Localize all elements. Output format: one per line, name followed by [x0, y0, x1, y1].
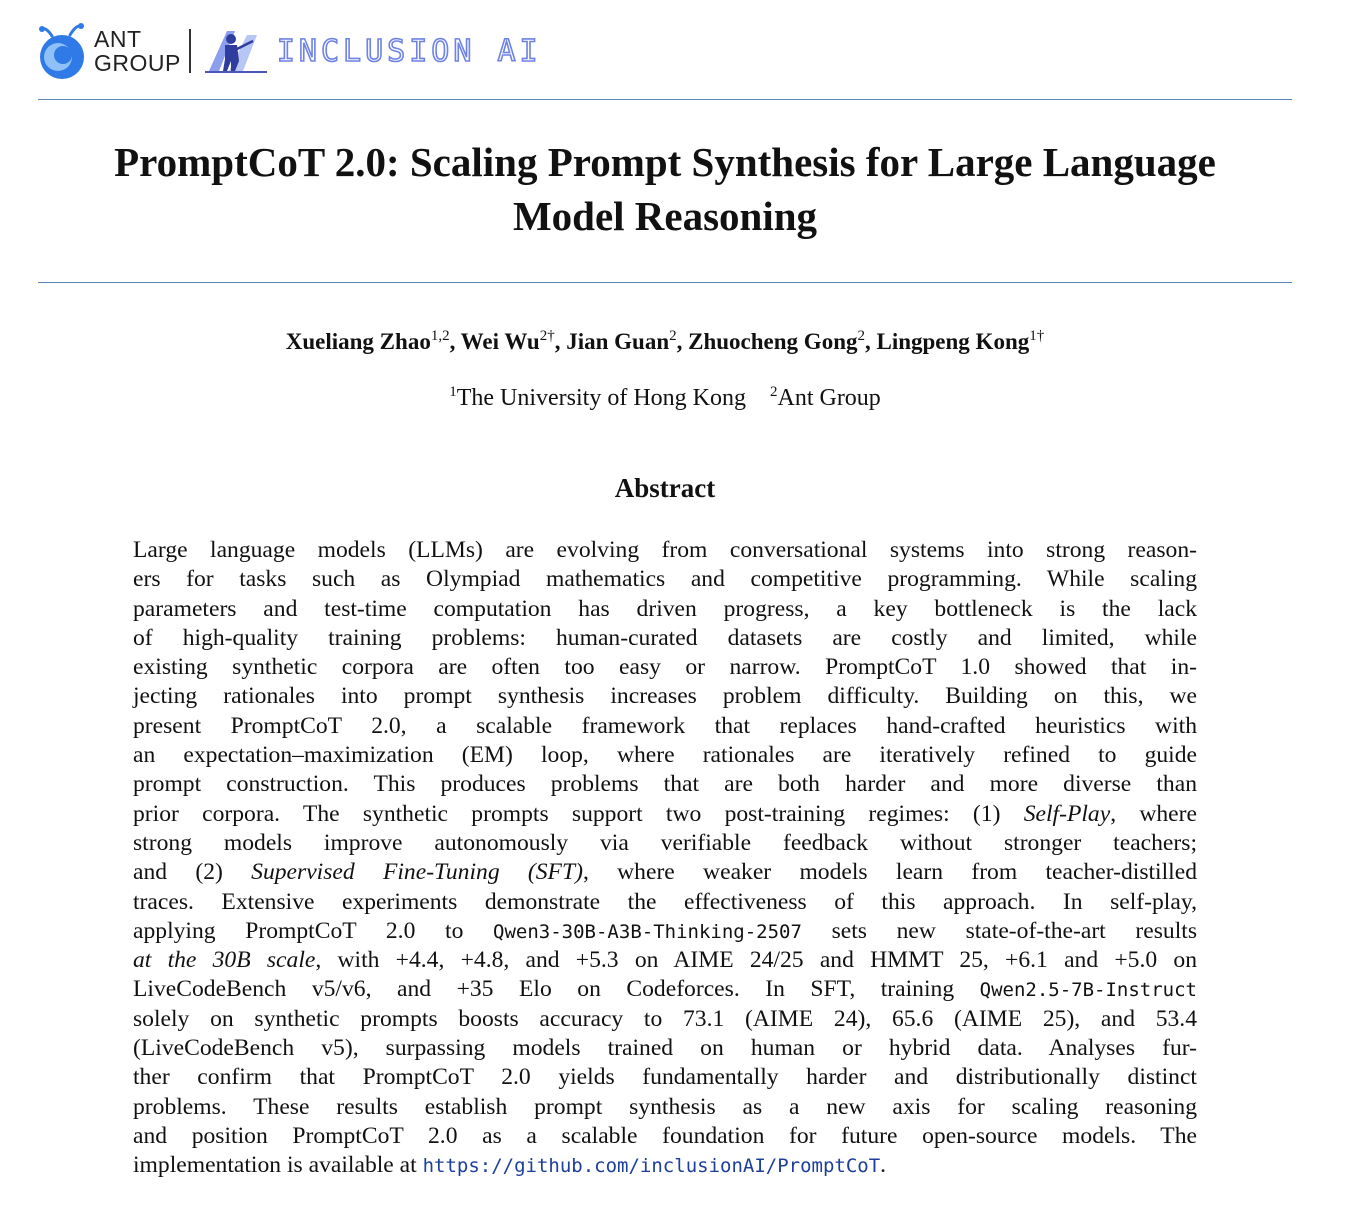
model-name-code: Qwen3-30B-A3B-Thinking-2507: [493, 920, 802, 943]
abstract-line: [133, 1063, 1197, 1092]
author-list: Xueliang Zhao$^{1,2}$, Wei $Wu^{2\dagger}$, Jian Guan$^2$, Zhuocheng Gong$^2$, Lingpeng Kong$^{1\dagger}$: [285, 328, 1045, 354]
abstract-text: of high-quality training problems: human-curated datasets are costly and limited, while: [133, 624, 1197, 651]
abstract-line: [133, 741, 1197, 770]
abstract-emphasis: Supervised Fine-Tuning (SFT): [251, 859, 583, 886]
title-bottom-rule: [38, 282, 1292, 283]
affiliation-mark: 2: [769, 384, 778, 400]
title-line-1: PromptCoT 2.0: Scaling Prompt Synthesis for Large Language: [114, 139, 1216, 185]
header-logos: [36, 18, 542, 84]
abstract-emphasis: Self-Play: [1023, 800, 1111, 827]
abstract-line: [133, 1034, 1197, 1063]
abstract-line: [133, 1122, 1197, 1151]
abstract-text: existing synthetic corpora are often too easy or narrow. PromptCoT 1.0 showed that in-: [133, 654, 1197, 681]
abstract-text: ers for tasks such as Olympiad mathematics and competitive programming. While scaling: [133, 566, 1197, 593]
author-name: Lingpeng Kong: [876, 329, 1030, 354]
abstract-emphasis: at the 30B scale: [133, 947, 316, 974]
abstract-text: , where weaker models learn from teacher-distilled: [582, 859, 1197, 886]
affiliation-mark: 1: [449, 384, 457, 400]
abstract-text: (LiveCodeBench v5), surpassing models trained on human or hybrid data. Analyses fur-: [133, 1035, 1197, 1062]
top-rule: [38, 99, 1292, 100]
abstract-text: prompt construction. This produces problems that are both harder and more diverse than: [133, 771, 1197, 798]
abstract-text: implementation is available at: [133, 1152, 423, 1179]
abstract-text: , where: [1110, 800, 1197, 827]
title-line-2: Model Reasoning: [512, 193, 818, 239]
abstract-line: [133, 1093, 1197, 1122]
abstract-body: [133, 536, 1197, 1181]
github-link[interactable]: https://github.com/inclusionAI/PromptCoT: [422, 1155, 881, 1178]
abstract-text: and (2): [133, 859, 252, 886]
abstract-text: an expectation–maximization (EM) loop, where rationales are iteratively refined to guide: [133, 742, 1197, 769]
author-name: Zhuocheng Gong: [688, 329, 858, 354]
abstract-line: [133, 712, 1197, 741]
logo-divider: [189, 29, 191, 73]
abstract-line: [133, 565, 1197, 594]
author-affiliation-mark: 2: [857, 328, 865, 344]
abstract-heading: Abstract: [614, 473, 716, 503]
abstract-line: [133, 917, 1197, 946]
abstract-line: [133, 1005, 1197, 1034]
abstract-line: [133, 653, 1197, 682]
abstract-line: [133, 1151, 1197, 1180]
abstract-line: [133, 770, 1197, 799]
abstract-line: [133, 536, 1197, 565]
abstract-text: solely on synthetic prompts boosts accuracy to 73.1 (AIME 24), 65.6 (AIME 25), and 53.4: [133, 1005, 1197, 1032]
paper-title: [0, 135, 1330, 243]
abstract-line: [133, 800, 1197, 829]
abstract-text: problems. These results establish prompt synthesis as a new axis for scaling reasoning: [133, 1093, 1197, 1120]
affiliation-list: [0, 382, 1330, 414]
author-name: Jian Guan: [566, 329, 670, 354]
abstract-line: [133, 595, 1197, 624]
abstract-text: .: [880, 1152, 887, 1179]
abstract-text: ther confirm that PromptCoT 2.0 yields fundamentally harder and distributionally distinct: [133, 1064, 1197, 1091]
inclusion-ai-wordmark: INCLUSION AI: [276, 33, 542, 69]
author-name: Wei Wu: [460, 329, 540, 354]
abstract-line: [133, 624, 1197, 653]
abstract-text: traces. Extensive experiments demonstrate the effectiveness of this approach. In self-play,: [133, 888, 1197, 915]
author-affiliation-mark: 1,2: [430, 328, 450, 344]
affiliation-name: The University of Hong Kong: [456, 385, 746, 411]
abstract-text: present PromptCoT 2.0, a scalable framework that replaces hand-crafted heuristics with: [133, 712, 1197, 739]
ant-group-wordmark: ANT GROUP: [94, 26, 181, 76]
abstract-text: strong models improve autonomously via verifiable feedback without stronger teachers;: [133, 829, 1197, 856]
author-affiliation-mark: 2†: [539, 328, 555, 344]
ant-group-logo-icon: [36, 21, 88, 81]
author-affiliation-mark: 2: [669, 328, 677, 344]
abstract-line: [133, 946, 1197, 975]
author-affiliation-mark: 1†: [1029, 328, 1045, 344]
model-name-code: Qwen2.5-7B-Instruct: [979, 979, 1197, 1002]
abstract-text: and position PromptCoT 2.0 as a scalable foundation for future open-source models. The: [133, 1122, 1197, 1149]
abstract-text: LiveCodeBench v5/v6, and +35 Elo on Codeforces. In SFT, training: [133, 976, 980, 1003]
abstract-text: jecting rationales into prompt synthesis increases problem difficulty. Building on this, we: [133, 683, 1197, 710]
inclusion-ai-figure-icon: [205, 27, 267, 75]
abstract-text: , with +4.4, +4.8, and +5.3 on AIME 24/25 and HMMT 25, +6.1 and +5.0 on: [315, 947, 1198, 974]
abstract-text: prior corpora. The synthetic prompts support two post-training regimes: (1): [133, 800, 1024, 827]
abstract-line: [133, 682, 1197, 711]
abstract-text: applying PromptCoT 2.0 to: [133, 917, 494, 944]
affiliation-name: Ant Group: [777, 385, 881, 411]
abstract-text: Large language models (LLMs) are evolving from conversational systems into strong reason-: [133, 537, 1197, 563]
abstract-line: [133, 858, 1197, 887]
abstract-text: parameters and test-time computation has driven progress, a key bottleneck is the lack: [133, 595, 1197, 622]
abstract-text: sets new state-of-the-art results: [801, 917, 1197, 944]
abstract-line: [133, 975, 1197, 1004]
abstract-line: [133, 829, 1197, 858]
inclusion-ai-logo: [205, 27, 542, 75]
abstract-line: [133, 888, 1197, 917]
author-name: Xueliang Zhao: [285, 329, 431, 354]
